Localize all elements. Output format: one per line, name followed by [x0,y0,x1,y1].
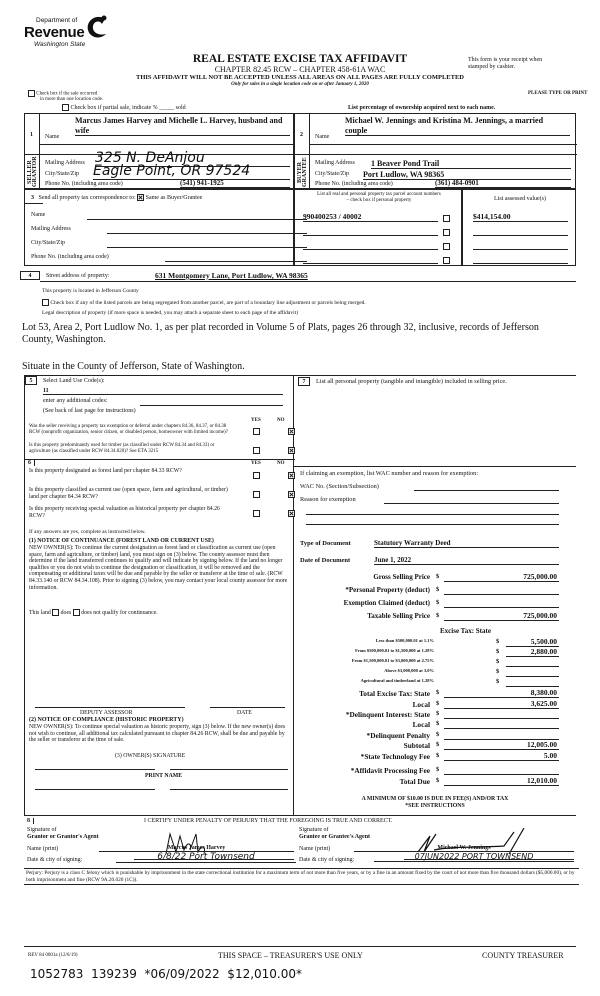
buyer-name-line2: couple [345,126,570,136]
grantor-sig-label-1: Signature of [27,827,57,833]
corr-mailing-label: Mailing Address [31,226,71,232]
buyer-city-label: City/State/Zip [315,171,349,177]
currency-symbol: $ [436,573,440,580]
section-2-num: 2 [300,132,303,138]
certification-box [24,815,576,867]
logo-line1: Department of [36,17,78,24]
deputy-assessor-label: DEPUTY ASSESSOR [80,710,133,716]
same-as-buyer-checkbox[interactable] [137,194,144,201]
notice2-body: NEW OWNER(S): To continue special valuation as historic property, sign (3) below. If the new owner(s) does not wish to continue, all additional tax calculated pursuant to chapter 84.26 RCW, shall be due and payable by the seller or transferor at the time of sale. [29,724,286,744]
tax-line-label: *Personal Property (deduct) [345,586,430,594]
tax-line [294,777,576,788]
additional-codes-field[interactable] [140,405,283,406]
tax-line-value[interactable]: 8,380.00 [444,688,559,698]
seller-city-label: City/State/Zip [45,171,79,177]
form-id: REV 84 0001a (12/6/19) [28,953,78,958]
cert-statement: I CERTIFY UNDER PENALTY OF PERJURY THAT THE FOREGOING IS TRUE AND CORRECT. [144,818,393,824]
parcel-row [303,240,458,250]
tax-line [294,586,576,597]
tax-line-value[interactable] [444,719,559,729]
print-name-line-2[interactable] [170,789,288,790]
county-treasurer: COUNTY TREASURER [482,951,564,960]
currency-symbol: $ [436,766,440,773]
tax-line-label: Above $3,000,000 at 3.0% [384,668,434,673]
left-column [24,375,294,815]
segregated-row [42,299,366,306]
wac-field[interactable] [414,490,559,491]
print-name-line-1[interactable] [35,789,155,790]
s6-yes-header: YES [251,461,261,466]
logo-line3: Washington State [34,41,86,48]
treasurer-stamp: 1052783 139239 *06/09/2022 $12,010.00* [30,967,303,981]
partial-sale-checkbox[interactable] [62,104,69,111]
question-text: Is this property designated as forest land per chapter 84.33 RCW? [29,468,182,474]
reason-field[interactable] [384,503,559,504]
grantor-sig-label [27,827,99,840]
currency-symbol: $ [436,612,440,619]
situate-line: Situate in the County of Jefferson, State of Washington. [22,361,245,372]
does-not-qualify-checkbox[interactable] [73,609,80,616]
form-warning: THIS AFFIDAVIT WILL NOT BE ACCEPTED UNLESS ALL AREAS ON ALL PAGES ARE FULLY COMPLETED [136,74,464,81]
legal-label: Legal description of property (if more space is needed, you may attach a separate sheet to each page of the affidavit) [42,310,298,316]
parcel-row [303,254,458,264]
grantor-name-print[interactable]: Marcus James Harvey [99,845,294,852]
tax-line [294,612,576,623]
land-use-yes-header: YES [251,418,261,423]
owner-signature-line-1[interactable] [35,769,155,770]
section-7-num: 7 [298,377,310,386]
doc-date-label: Date of Document [300,557,351,564]
grantor-sig-label-2: Grantor or Grantor's Agent [27,833,99,840]
doc-type-label: Type of Document [300,540,351,547]
tax-line-value[interactable] [506,657,559,667]
parcels-header-1: List all real and personal property tax parcel account numbers [317,192,441,197]
seller-side-label: SELLER GRANTOR [27,156,38,188]
wave-logo-icon [84,14,108,40]
receipt-note-line2: stamped by cashier. [468,64,516,70]
tax-line-label: *Delinquent Penalty [366,731,430,740]
parcel-number[interactable] [303,240,438,250]
same-as-buyer-label: Same as Buyer/Grantee [145,194,203,201]
corr-name-field[interactable] [87,219,307,220]
parcel-number[interactable] [303,226,438,236]
corr-phone-label: Phone No. (including area code) [31,254,109,260]
section-8-num: 8 [27,818,34,824]
tax-line-label: *Delinquent Interest: State [345,710,430,719]
parcel-number[interactable] [303,254,438,264]
buyer-side-label: BUYER GRANTEE [297,157,308,187]
buyer-city-value: Port Ludlow, WA 98365 [363,170,571,180]
currency-symbol: $ [436,741,440,748]
parcel-number[interactable]: 990400253 / 40002 [303,212,438,222]
continuance-does-not: does not qualify for continuance. [81,609,158,616]
tax-line-value[interactable] [444,598,559,608]
minimum-note: A MINIMUM OF $10.00 IS DUE IN FEE(S) AND/OR TAX [361,796,509,802]
grantor-date-city[interactable]: 6/8/22 Port Townsend [116,852,296,863]
tax-line-label: Total Excise Tax: State [359,689,430,698]
parcel-row [303,212,458,222]
tax-line-value[interactable] [444,585,559,595]
tax-line-label: *State Technology Fee [360,752,430,761]
corr-city-label: City/State/Zip [31,240,65,246]
dor-logo [24,14,104,54]
segregated-label: Check box if any of the listed parcels are being segregated from another parcel, are part of a boundary line adjustment or parcels being merged. [50,299,366,306]
partial-sale-row [62,104,186,111]
reason-field-2[interactable] [306,514,559,515]
currency-symbol: $ [496,668,500,675]
tax-line-label: Total Due [399,777,430,786]
parcels-header [297,192,461,204]
type-or-print: PLEASE TYPE OR PRINT [528,91,588,96]
assessed-header: List assessed value(s) [494,196,546,202]
seller-phone-value: (541) 941-1925 [180,179,290,188]
continuance-prefix: This land [29,609,51,616]
personal-property-checkbox[interactable] [443,229,450,236]
tax-line-label: From $1,500,000.01 to $3,000,000 at 2.75% [351,658,434,663]
assessor-date-line[interactable] [210,707,285,708]
owner-signature-line-2[interactable] [170,769,288,770]
tax-line-value[interactable]: 12,005.00 [444,740,559,750]
legal-line-2: County, Washington. [22,334,106,345]
grantee-date-label: Date & city of signing: [299,857,355,863]
notice2-title: (2) NOTICE OF COMPLIANCE (HISTORIC PROPERTY) [29,717,184,723]
buyer-mailing-value: 1 Beaver Pond Trail [371,159,571,169]
form-subtitle: CHAPTER 82.45 RCW – CHAPTER 458-61A WAC [214,65,386,74]
correspondence-header [31,194,202,201]
partial-sale-label: Check box if partial sale, indicate % _____ sold [70,104,186,111]
wac-label: WAC No. (Section/Subsection) [300,483,379,490]
notice1-title: (1) NOTICE OF CONTINUANCE (FOREST LAND OR CURRENT USE) [29,538,214,544]
buyer-phone-value: (361) 484-0901 [435,179,571,188]
legal-line-1: Lot 53, Area 2, Port Ludlow No. 1, as per plat recorded in Volume 5 of Plats, pages 26 through 32, inclusive, records of Jefferson [22,322,539,333]
exemption-label: If claiming an exemption, list WAC number and reason for exemption: [300,470,479,477]
currency-symbol: $ [436,599,440,606]
tax-line [294,752,576,763]
tax-line-value[interactable]: 3,625.00 [444,699,559,709]
question-text: Was the seller receiving a property tax exemption or deferral under chapters 84.36, 84.37, or 84.38 RCW (nonprofit organization, senior citizen, or disabled person, homeowner with limited income)? [29,424,228,435]
logo-line2: Revenue [24,24,85,41]
excise-header: Excise Tax: State [440,627,491,635]
correspondence-box [24,189,294,266]
assessed-box [462,189,576,266]
correspondence-label: Send all property tax correspondence to: [38,194,136,201]
yes-checkbox[interactable] [253,491,260,498]
assessed-value[interactable] [473,254,568,264]
tax-line-value[interactable]: 5.00 [444,751,559,761]
corr-city-field[interactable] [107,247,307,248]
multi-location-row [28,90,103,103]
additional-codes-label: enter any additional codes: [43,398,108,404]
parcels-header-2: – check box if personal property [346,198,412,203]
notice1-body: NEW OWNER(S): To continue the current designation as forest land or classification as current use (open space, farm and agriculture, or timber) land, you must sign on (3) below. The county assessor must then determine if the land transferred continues to qualify and will indicate by signing below. If the land no longer qualifies or you do not wish to continue the designation or classification, it will be removed and the compensating or additional taxes will be due and payable by the seller or transferor at the time of sale. (RCW 84.33.140 or RCW 84.34.108). Prior to signing (3) below, you may contact your local county assessor for more information. [29,545,288,591]
legal-description [22,322,582,346]
buyer-box [294,113,576,189]
tax-line-label: Agricultural and timberland at 1.28% [360,678,434,683]
tax-line-label: Local [412,720,430,729]
land-use-no-header: NO [277,418,285,423]
tax-line-label: Subtotal [403,741,430,750]
personal-property-checkbox[interactable] [443,215,450,222]
tax-line-value[interactable] [444,765,559,775]
multi-location-label-2: in more than one location code. [40,97,104,103]
land-use-code[interactable]: 11 [43,388,283,395]
assessed-value[interactable] [473,226,568,236]
parcel-row [303,226,458,236]
s6-no-header: NO [277,461,285,466]
tax-line [294,599,576,610]
land-use-instructions: (See back of last page for instructions) [43,408,136,414]
yes-checkbox[interactable] [253,428,260,435]
currency-symbol: $ [436,752,440,759]
yes-no-question [29,487,291,500]
tax-line-value[interactable]: 725,000.00 [444,611,559,621]
yes-checkbox[interactable] [253,472,260,479]
print-name-label: PRINT NAME [145,773,183,779]
tax-line-value[interactable]: 725,000.00 [444,572,559,582]
seller-name-line1: Marcus James Harvey and Michelle L. Harvey, husband and [75,116,283,125]
grantee-name-print[interactable]: Michael W. Jennings [354,845,574,852]
yes-no-question [29,424,291,435]
parcels-box [294,189,462,266]
personal-property-checkbox[interactable] [443,243,450,250]
grantee-sig-label [299,827,370,840]
currency-symbol: $ [496,648,500,655]
county-note: This property is located in Jefferson County [42,288,139,294]
right-column [294,375,576,815]
if-yes-note: If any answers are yes, complete as instructed below. [29,529,146,535]
personal-property-checkbox[interactable] [443,257,450,264]
tax-line-value[interactable]: 12,010.00 [444,776,559,786]
seller-name-line2: wife [75,126,290,136]
tax-line-label: Gross Selling Price [373,573,430,581]
doc-date-value[interactable]: June 1, 2022 [374,556,559,565]
currency-symbol: $ [496,638,500,645]
street-value: 631 Montgomery Lane, Port Ludlow, WA 98365 [155,271,308,280]
buyer-name-label: Name [315,134,330,140]
question-text: Is this property receiving special valuation as historical property per chapter 84.26 RCW? [29,506,220,519]
seller-mailing-value: 325 N. DeAnjou [95,151,290,167]
see-instructions: *SEE INSTRUCTIONS [405,803,465,809]
receipt-note [468,57,542,71]
assessor-date-label: DATE [237,710,252,716]
currency-symbol: $ [436,710,440,717]
ownership-note: List percentage of ownership acquired next to each name. [348,105,496,111]
tax-line-label: From $500,000.01 to $1,500,000 at 1.28% [355,648,434,653]
currency-symbol: $ [496,658,500,665]
street-label: Street address of property: [46,273,110,279]
grantee-sig-label-2: Grantee or Grantee's Agent [299,833,371,840]
form-note: Only for sales in a single location code on or after January 1, 2020 [231,82,369,87]
grantee-date-city[interactable]: 07JUN2022 PORT TOWNSEND [374,852,574,862]
assessed-value[interactable] [473,240,568,250]
currency-symbol: $ [436,586,440,593]
buyer-name-line1: Michael W. Jennings and Kristina M. Jennings, a married [345,116,544,125]
currency-symbol: $ [496,678,500,685]
grantee-sig-label-1: Signature of [299,827,329,833]
tax-line-value[interactable] [506,667,559,677]
reason-label: Reason for exemption [300,496,356,503]
section-4-num: 4 [20,271,40,280]
currency-symbol: $ [436,720,440,727]
grantee-name-label: Name (print) [299,846,331,852]
tax-line-value[interactable] [444,709,559,719]
yes-no-question [29,443,291,454]
section-1-num: 1 [30,132,33,138]
grantor-name-label: Name (print) [27,846,59,852]
continuance-row [29,609,158,616]
corr-name-label: Name [31,212,46,218]
tax-line-value[interactable] [444,730,559,740]
yes-checkbox[interactable] [253,510,260,517]
grantor-date-label: Date & city of signing: [27,857,83,863]
yes-no-question [29,506,291,519]
perjury-note: Perjury: Perjury is a class C felony which is punishable by imprisonment in the state correctional institution for a maximum term of not more than five years, or by a fine in an amount fixed by the court of not more than five thousand dollars ($5,000.00), or by both imprisonment and fine (RCW 9A.20.020 (1C)). [24,868,579,885]
form-title: REAL ESTATE EXCISE TAX AFFIDAVIT [192,53,408,65]
yes-checkbox[interactable] [253,447,260,454]
currency-symbol: $ [436,689,440,696]
segregated-checkbox[interactable] [42,299,49,306]
seller-phone-label: Phone No. (including area code) [45,181,123,187]
receipt-note-line1: This form is your receipt when [468,57,543,63]
question-text: Is this property predominantly used for timber (as classified under RCW 84.34 and 84.33) or agriculture (as classified under RCW 84.34.020)? See ETA 3215 [29,443,215,454]
currency-symbol: $ [436,777,440,784]
deputy-assessor-line[interactable] [35,707,185,708]
tax-line-value[interactable]: 5,500.00 [506,637,559,647]
currency-symbol: $ [436,731,440,738]
does-qualify-checkbox[interactable] [52,609,59,616]
assessed-value[interactable]: $414,154.00 [473,212,568,222]
seller-box [24,113,294,189]
corr-mailing-field[interactable] [107,233,307,234]
treasurer-use: THIS SPACE – TREASURER'S USE ONLY [218,951,363,960]
personal-property-label: List all personal property (tangible and intangible) included in selling price. [316,378,507,385]
doc-type-value[interactable]: Statutory Warranty Deed [374,539,559,548]
multi-location-checkbox[interactable] [28,90,35,97]
tax-line-label: *Affidavit Processing Fee [350,766,430,775]
multi-location-label: Check box if the sale occurred [36,91,98,97]
continuance-does: does [60,609,72,616]
land-use-label: Select Land Use Code(s): [43,378,105,384]
question-text: Is this property classified as current use (open space, farm and agricultural, or timber) land per chapter 84.34 RCW? [29,487,228,500]
tax-line-label: Less than $500,000.01 at 1.1% [375,638,434,643]
tax-line-label: Exemption Claimed (deduct) [343,599,430,607]
buyer-phone-label: Phone No. (including area code) [315,181,393,187]
tax-line-value[interactable] [506,677,559,687]
tax-line-label: Taxable Selling Price [367,612,430,620]
tax-line-value[interactable]: 2,880.00 [506,647,559,657]
section-3-num: 3 [31,194,34,201]
corr-phone-field[interactable] [165,261,307,262]
currency-symbol: $ [436,700,440,707]
yes-no-question [29,468,291,476]
section-6-num: 6 [28,460,35,466]
tax-line [294,573,576,584]
owner-signature-label: (3) OWNER(S) SIGNATURE [115,753,186,759]
section-5-num: 5 [25,376,37,385]
reason-field-3[interactable] [306,524,559,525]
seller-city-value: Eagle Point, OR 97524 [93,164,290,180]
seller-mailing-label: Mailing Address [45,160,85,166]
tax-line-label: Local [412,700,430,709]
buyer-mailing-label: Mailing Address [315,160,355,166]
seller-name-label: Name [45,134,60,140]
